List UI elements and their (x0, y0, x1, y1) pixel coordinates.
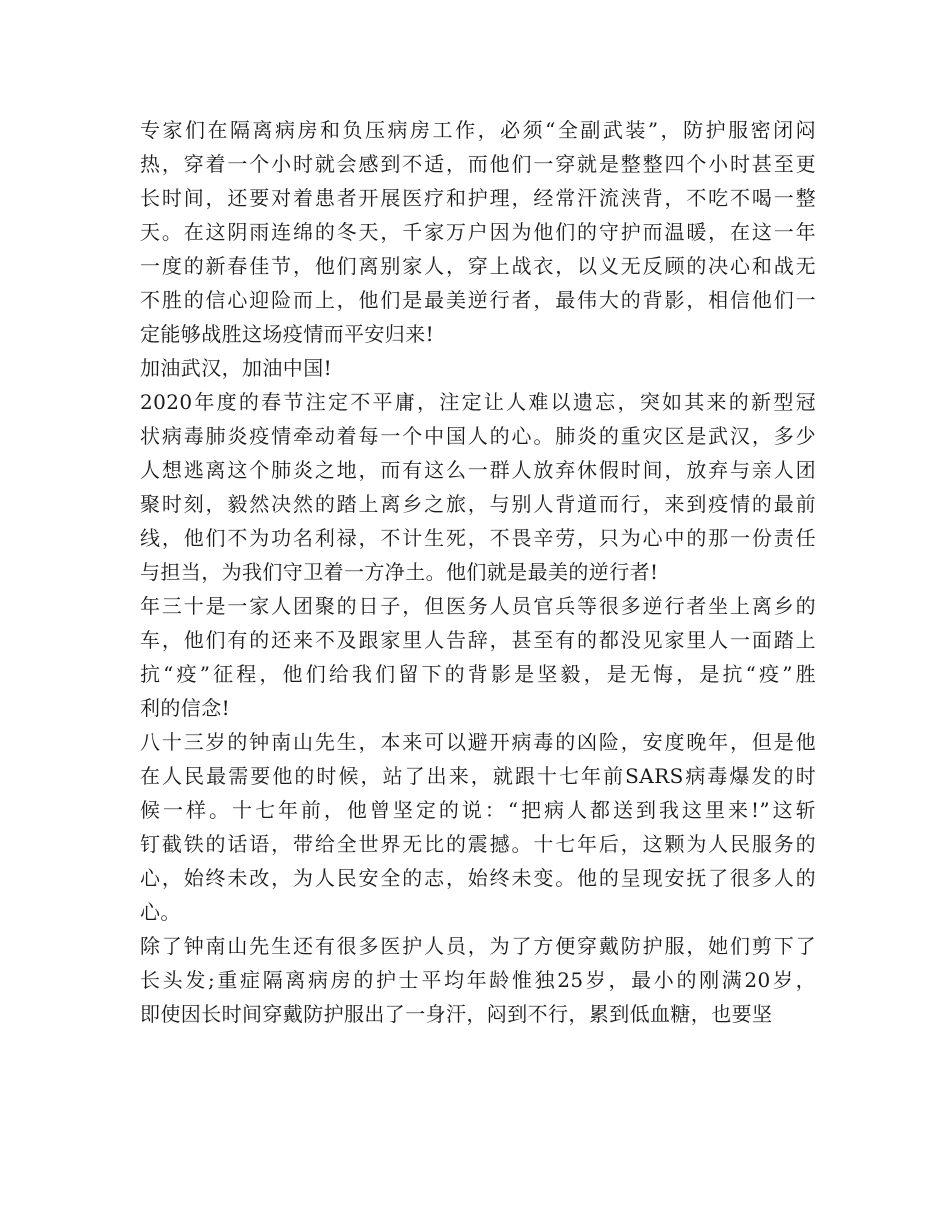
text-line: 天。在这阴雨连绵的冬天，千家万户因为他们的守护而温暖，在这一年 (140, 220, 816, 244)
text-line: 年三十是一家人团聚的日子，但医务人员官兵等很多逆行者坐上离乡的 (140, 594, 816, 618)
paragraph-experts (140, 113, 816, 351)
text-line: 状病毒肺炎疫情牵动着每一个中国人的心。肺炎的重灾区是武汉，多少 (140, 424, 816, 448)
text-line: 即使因长时间穿戴防护服出了一身汗，闷到不行，累到低血糖，也要坚 (140, 1002, 773, 1026)
text-line: 车，他们有的还来不及跟家里人告辞，甚至有的都没见家里人一面踏上 (140, 628, 816, 652)
paragraph-slogan (140, 351, 816, 385)
text-line: 与担当，为我们守卫着一方净土。他们就是最美的逆行者! (140, 560, 659, 584)
text-line: 利的信念! (140, 696, 231, 720)
text-line: 钉截铁的话语，带给全世界无比的震撼。十七年后，这颗为人民服务的 (140, 832, 816, 856)
text-line: 定能够战胜这场疫情而平安归来! (140, 322, 435, 346)
paragraph-medical-staff (140, 929, 816, 1031)
text-line: 八十三岁的钟南山先生，本来可以避开病毒的凶险，安度晚年，但是他 (140, 730, 816, 754)
text-line: 除了钟南山先生还有很多医护人员，为了方便穿戴防护服，她们剪下了 (140, 934, 816, 958)
text-line: 一度的新春佳节，他们离别家人，穿上战衣，以义无反顾的决心和战无 (140, 254, 816, 278)
text-line: 长时间，还要对着患者开展医疗和护理，经常汗流浃背，不吃不喝一整 (140, 186, 816, 210)
text-line: 抗“疫”征程，他们给我们留下的背影是坚毅，是无悔，是抗“疫”胜 (140, 662, 816, 686)
paragraph-new-year-eve (140, 589, 816, 725)
paragraph-spring-festival (140, 385, 816, 589)
text-line: 长头发;重症隔离病房的护士平均年龄惟独25岁，最小的刚满20岁， (140, 968, 816, 992)
paragraph-zhong-nanshan (140, 725, 816, 929)
text-line: 热，穿着一个小时就会感到不适，而他们一穿就是整整四个小时甚至更 (140, 152, 816, 176)
text-line: 2020年度的春节注定不平庸，注定让人难以遗忘，突如其来的新型冠 (140, 390, 816, 414)
text-line: 聚时刻，毅然决然的踏上离乡之旅，与别人背道而行，来到疫情的最前 (140, 492, 816, 516)
text-line: 心。 (140, 900, 181, 924)
text-line: 不胜的信心迎险而上，他们是最美逆行者，最伟大的背影，相信他们一 (140, 288, 816, 312)
text-line: 加油武汉，加油中国! (140, 356, 333, 380)
body-text (140, 113, 816, 1031)
text-line: 专家们在隔离病房和负压病房工作，必须“全副武装”，防护服密闭闷 (140, 118, 816, 142)
text-line: 人想逃离这个肺炎之地，而有这么一群人放弃休假时间，放弃与亲人团 (140, 458, 816, 482)
text-line: 线，他们不为功名利禄，不计生死，不畏辛劳，只为心中的那一份责任 (140, 526, 816, 550)
text-line: 在人民最需要他的时候，站了出来，就跟十七年前SARS病毒爆发的时 (140, 764, 816, 788)
text-line: 心，始终未改，为人民安全的志，始终未变。他的呈现安抚了很多人的 (140, 866, 816, 890)
text-line: 候一样。十七年前，他曾坚定的说：“把病人都送到我这里来!”这斩 (140, 798, 816, 822)
